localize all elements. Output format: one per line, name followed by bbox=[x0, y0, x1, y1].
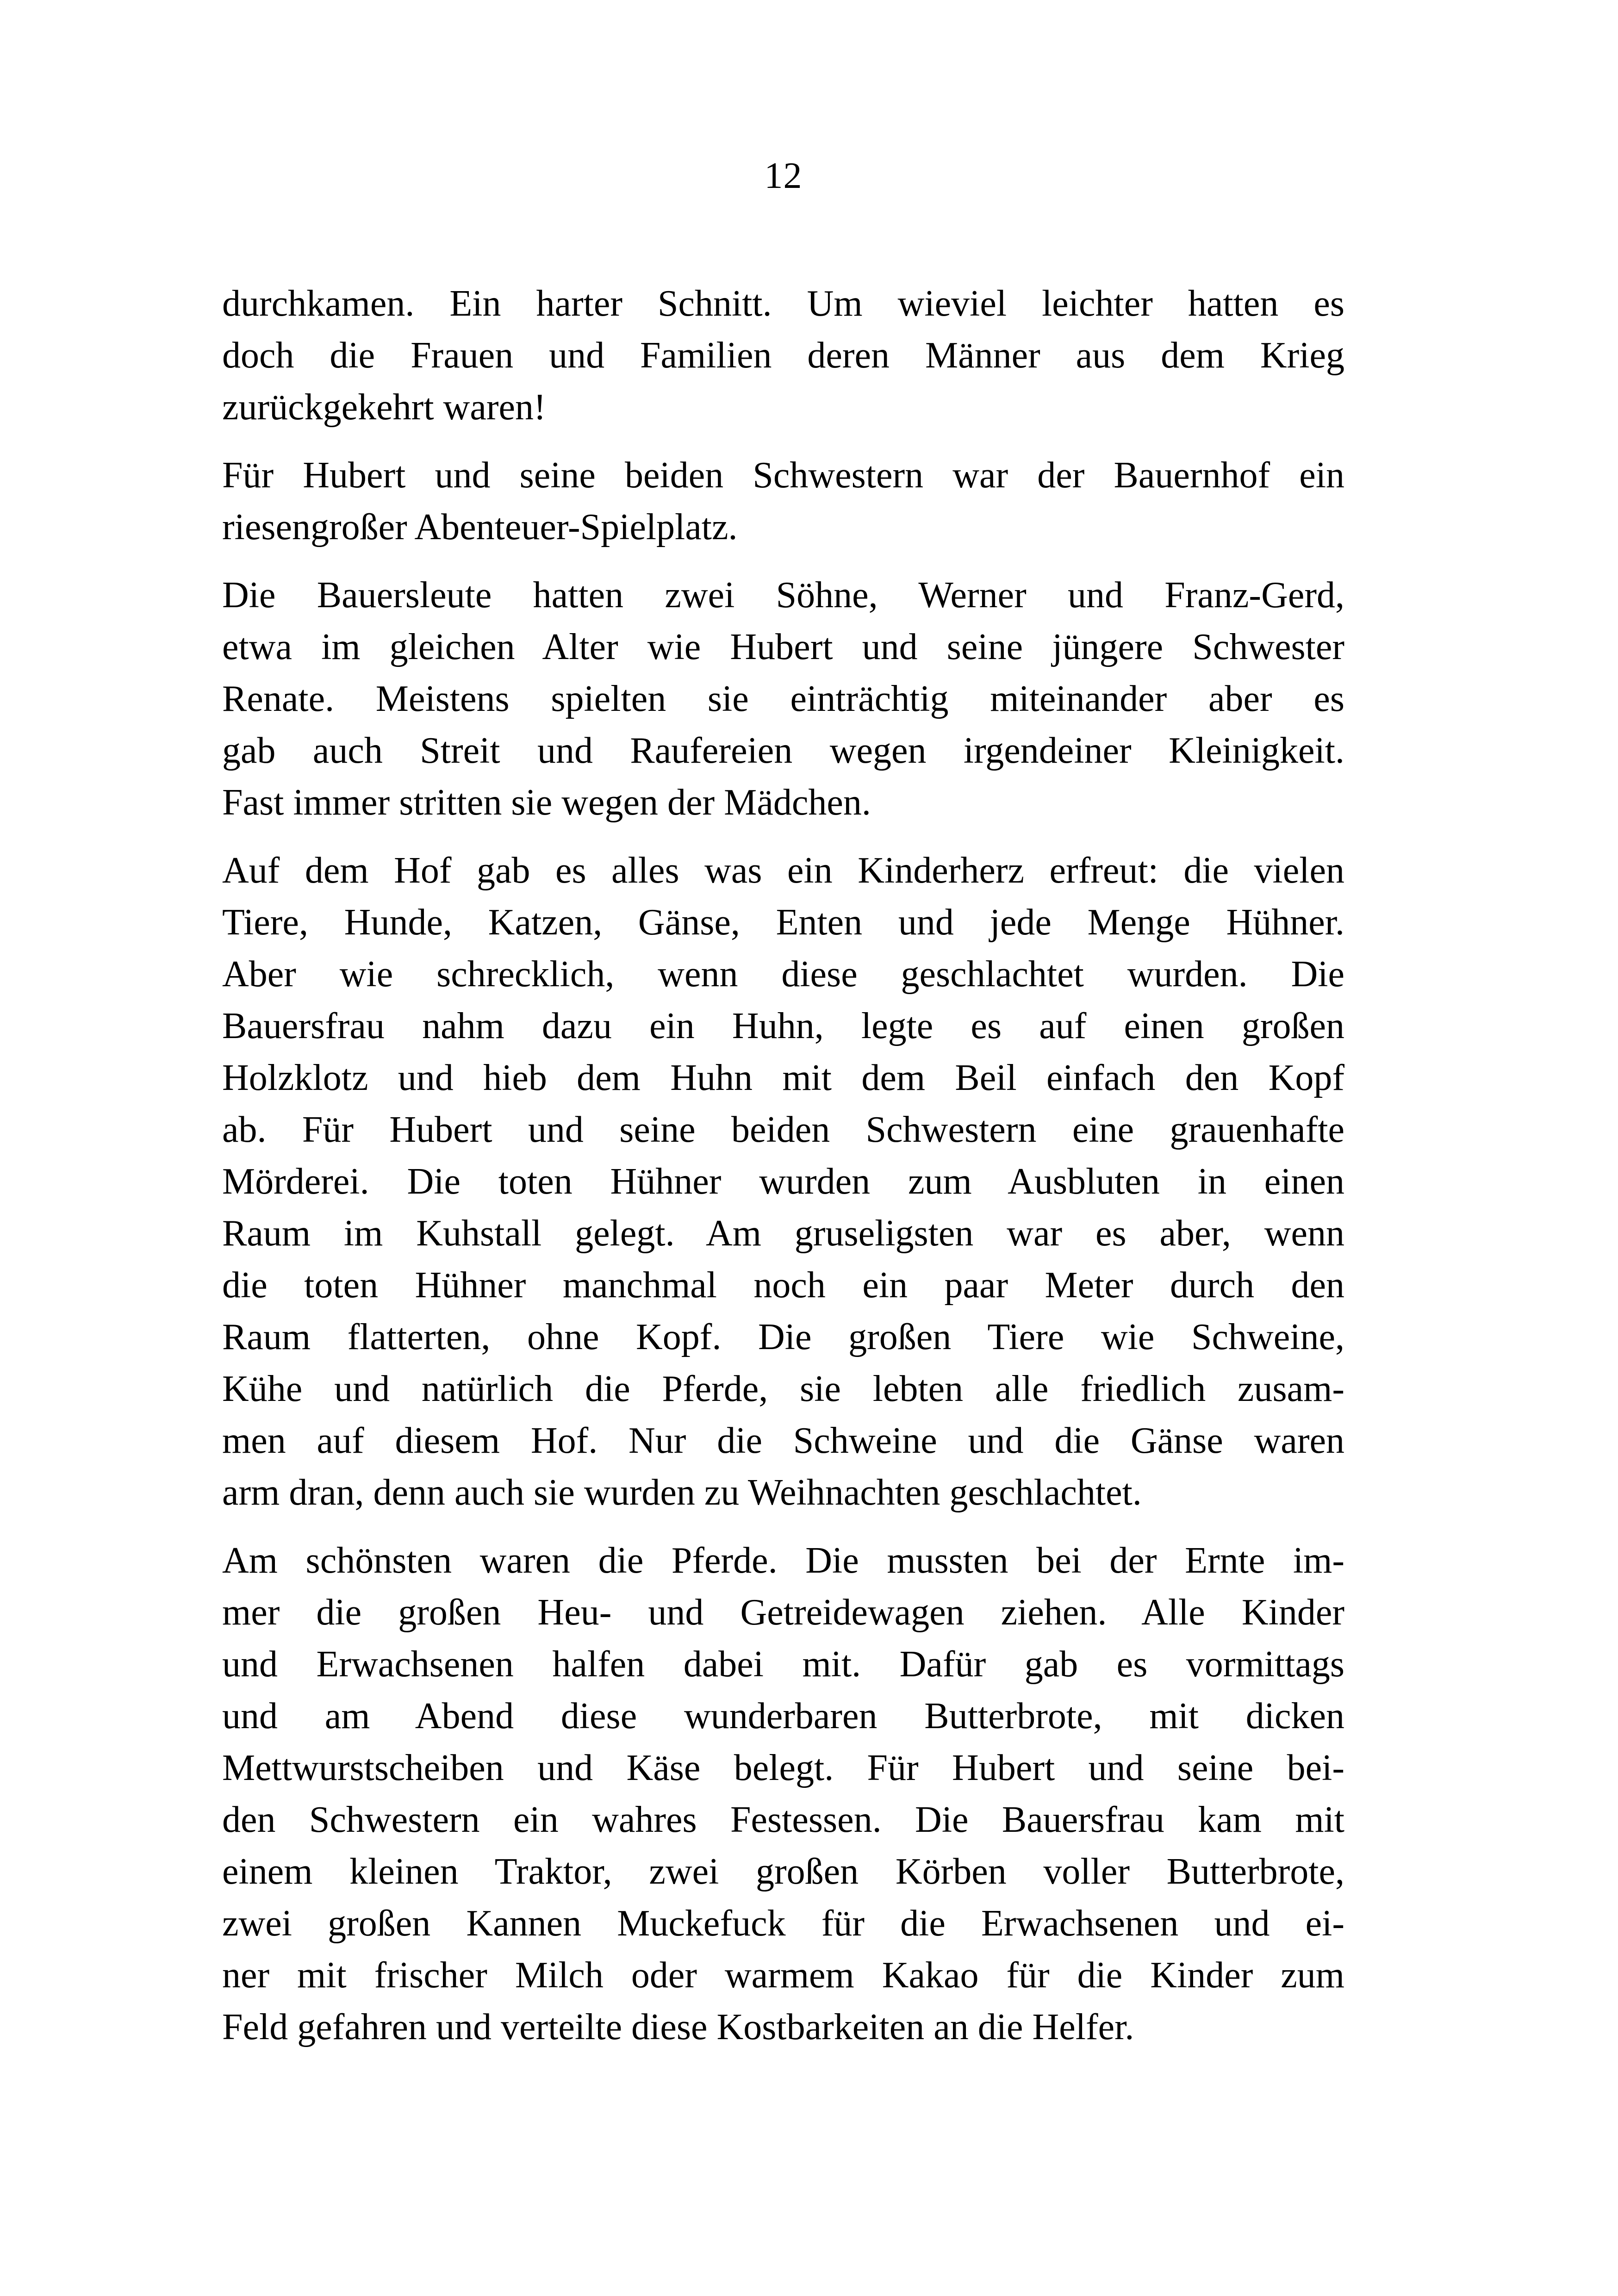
text-line: Bauersfrau nahm dazu ein Huhn, legte es auf einen großen bbox=[222, 1006, 1344, 1046]
text-line: Raum im Kuhstall gelegt. Am gruseligsten war es aber, wenn bbox=[222, 1213, 1344, 1254]
paragraph bbox=[222, 845, 1344, 1518]
text-line: mer die großen Heu- und Getreidewagen ziehen. Alle Kinder bbox=[222, 1592, 1344, 1633]
text-line: Holzklotz und hieb dem Huhn mit dem Beil einfach den Kopf bbox=[222, 1058, 1344, 1098]
text-line: Für Hubert und seine beiden Schwestern war der Bauernhof ein bbox=[222, 455, 1344, 496]
text-line: riesengroßer Abenteuer-Spielplatz. bbox=[222, 507, 738, 548]
paragraph bbox=[222, 278, 1344, 433]
text-line: Aber wie schrecklich, wenn diese geschlachtet wurden. Die bbox=[222, 954, 1344, 995]
text-line: ab. Für Hubert und seine beiden Schwestern eine grauenhafte bbox=[222, 1109, 1344, 1150]
text-line: einem kleinen Traktor, zwei großen Körben voller Butterbrote, bbox=[222, 1851, 1344, 1892]
text-line: Raum flatterten, ohne Kopf. Die großen Tiere wie Schweine, bbox=[222, 1317, 1344, 1357]
text-line: Mettwurstscheiben und Käse belegt. Für Hubert und seine bei- bbox=[222, 1748, 1344, 1788]
text-line: etwa im gleichen Alter wie Hubert und seine jüngere Schwester bbox=[222, 627, 1344, 667]
text-line: Die Bauersleute hatten zwei Söhne, Werner und Franz-Gerd, bbox=[222, 575, 1344, 616]
page-number: 12 bbox=[764, 156, 803, 196]
text-line: Fast immer stritten sie wegen der Mädchen. bbox=[222, 782, 871, 823]
paragraph bbox=[222, 449, 1344, 553]
text-line: gab auch Streit und Raufereien wegen irgendeiner Kleinigkeit. bbox=[222, 730, 1344, 771]
text-line: durchkamen. Ein harter Schnitt. Um wieviel leichter hatten es bbox=[222, 283, 1344, 324]
text-line: Feld gefahren und verteilte diese Kostbarkeiten an die Helfer. bbox=[222, 2007, 1134, 2047]
page-text-block bbox=[222, 278, 1344, 2069]
paragraph bbox=[222, 1535, 1344, 2053]
text-line: zurückgekehrt waren! bbox=[222, 387, 546, 428]
text-line: men auf diesem Hof. Nur die Schweine und die Gänse waren bbox=[222, 1420, 1344, 1461]
text-line: zwei großen Kannen Muckefuck für die Erwachsenen und ei- bbox=[222, 1903, 1344, 1944]
text-line: den Schwestern ein wahres Festessen. Die Bauersfrau kam mit bbox=[222, 1799, 1344, 1840]
text-line: die toten Hühner manchmal noch ein paar Meter durch den bbox=[222, 1265, 1344, 1306]
text-line: Auf dem Hof gab es alles was ein Kinderherz erfreut: die vielen bbox=[222, 850, 1344, 891]
text-line: Am schönsten waren die Pferde. Die mussten bei der Ernte im- bbox=[222, 1540, 1344, 1581]
text-line: und am Abend diese wunderbaren Butterbrote, mit dicken bbox=[222, 1696, 1344, 1736]
text-line: Mörderei. Die toten Hühner wurden zum Ausbluten in einen bbox=[222, 1161, 1344, 1202]
text-line: Tiere, Hunde, Katzen, Gänse, Enten und jede Menge Hühner. bbox=[222, 902, 1344, 943]
text-line: ner mit frischer Milch oder warmem Kakao für die Kinder zum bbox=[222, 1955, 1344, 1996]
text-line: Renate. Meistens spielten sie einträchtig miteinander aber es bbox=[222, 678, 1344, 719]
paragraph bbox=[222, 569, 1344, 828]
text-line: arm dran, denn auch sie wurden zu Weihnachten geschlachtet. bbox=[222, 1472, 1142, 1513]
text-line: doch die Frauen und Familien deren Männer aus dem Krieg bbox=[222, 335, 1344, 376]
text-line: und Erwachsenen halfen dabei mit. Dafür gab es vormittags bbox=[222, 1644, 1344, 1685]
text-line: Kühe und natürlich die Pferde, sie lebten alle friedlich zusam- bbox=[222, 1369, 1344, 1409]
